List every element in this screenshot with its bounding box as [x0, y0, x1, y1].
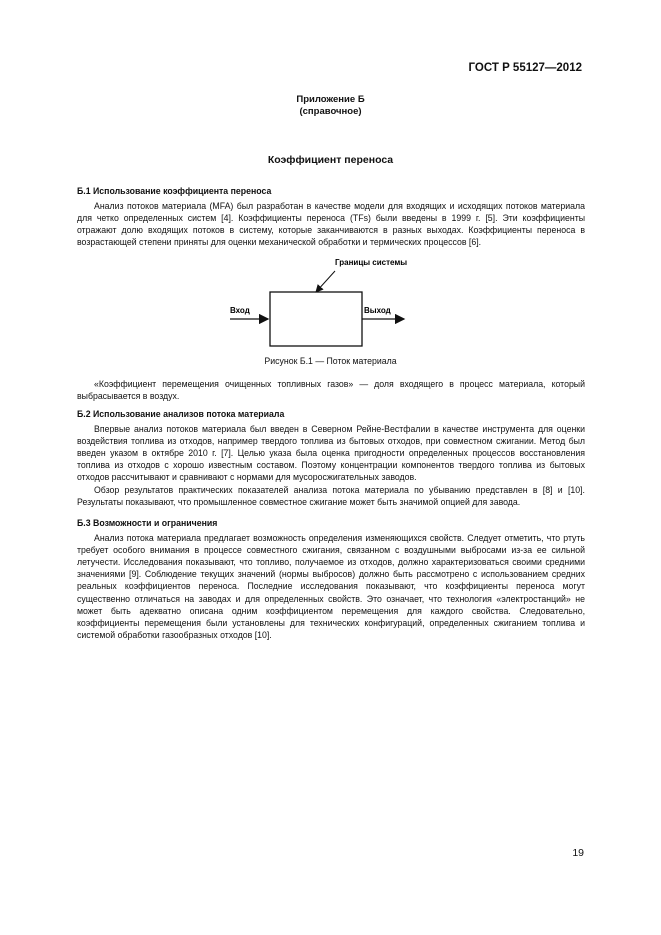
definition-block [77, 378, 585, 402]
system-box [270, 292, 362, 346]
section-b1 [77, 185, 585, 248]
figure-caption: Рисунок Б.1 — Поток материала [264, 356, 397, 366]
section-b1-heading: Б.1 Использование коэффициента переноса [77, 186, 272, 196]
page-title: Коэффициент переноса [267, 154, 394, 166]
input-label: Вход [230, 306, 250, 315]
section-b2 [77, 408, 585, 508]
annex-heading [0, 94, 661, 118]
output-label: Выход [364, 306, 391, 315]
boundary-label-text: Границы системы [335, 258, 408, 267]
material-flow-diagram [220, 255, 450, 355]
page-number: 19 [572, 847, 584, 859]
boundary-pointer [316, 271, 335, 292]
section-b2-paragraph-2: Обзор результатов практических показателей анализа потока материала по убыванию представлен в [8] и [10]. Результаты показывают, что промышленное совместное сжигание может быть значимой опцией для завода. [77, 484, 585, 507]
section-b3 [77, 517, 585, 641]
standard-number: ГОСТ Р 55127—2012 [468, 62, 582, 74]
section-b3-paragraph: Анализ потока материала предлагает возможность определения изменяющихся свойств. Следует отметить, что ртуть требует особого внимания в процессе совместного сжигания, связанном с воздушными выбросами из-за ее сильной летучести. Исследования показывают, что топливо, получаемое из отходов, должно характеризоваться своими средними значениями [9]. Соблюдение текущих значений (нормы выбросов) должно быть рассмотрено с использованием средних реальных коэффициентов переноса. Последние исследования показывают, что коэффициенты переноса могут существенно отличаться на заводах и для определенных свойств. Это означает, что технология «электростанций» не может быть адекватно описана одним коэффициентом перемещения для каждого свойства. Следовательно, коэффициенты перемещения были установлены для технических конфигураций, определенных сжиганием топлива и системой обработки газообразных отходов [10]. [77, 533, 585, 640]
material-flow-figure [220, 255, 450, 355]
boundary-label [335, 258, 407, 267]
section-b2-heading: Б.2 Использование анализов потока материала [77, 409, 285, 419]
definition-paragraph: «Коэффициент перемещения очищенных топливных газов» — доля входящего в процесс материала, который выбрасывается в воздух. [77, 379, 585, 402]
section-b1-paragraph: Анализ потоков материала (MFA) был разработан в качестве модели для входящих и исходящих потоков материала для четко определенных систем [4]. Коэффициенты переноса (TFs) были введены в 1999 г. [5]. Эти коэффициенты отражают долю входящих потоков в систему, которые заканчиваются в разных выходах. Коэффициенты переноса в возрастающей степени приняты для оценки механической обработки и термических процессов [6]. [77, 201, 585, 248]
annex-title: Приложение Б [296, 94, 365, 105]
section-b3-heading: Б.3 Возможности и ограничения [77, 518, 218, 528]
section-b2-paragraph-1: Впервые анализ потоков материала был введен в Северном Рейне-Вестфалии в качестве инструмента для оценки воздействия топлива из отходов, например твердого топлива из бытовых отходов, при совместном сжигании. Метод был введен указом в октябре 2010 г. [7]. Целью указа была оценка пригодности определенных процессов восстановления топлива из отходов с хорошо известным составом. Поэтому концентрации компонентов твердого топлива из бытовых отходов рассчитывают и сравнивают с нормами для мусоросжигательных заводов. [77, 424, 585, 483]
annex-subtitle: (справочное) [299, 106, 362, 117]
